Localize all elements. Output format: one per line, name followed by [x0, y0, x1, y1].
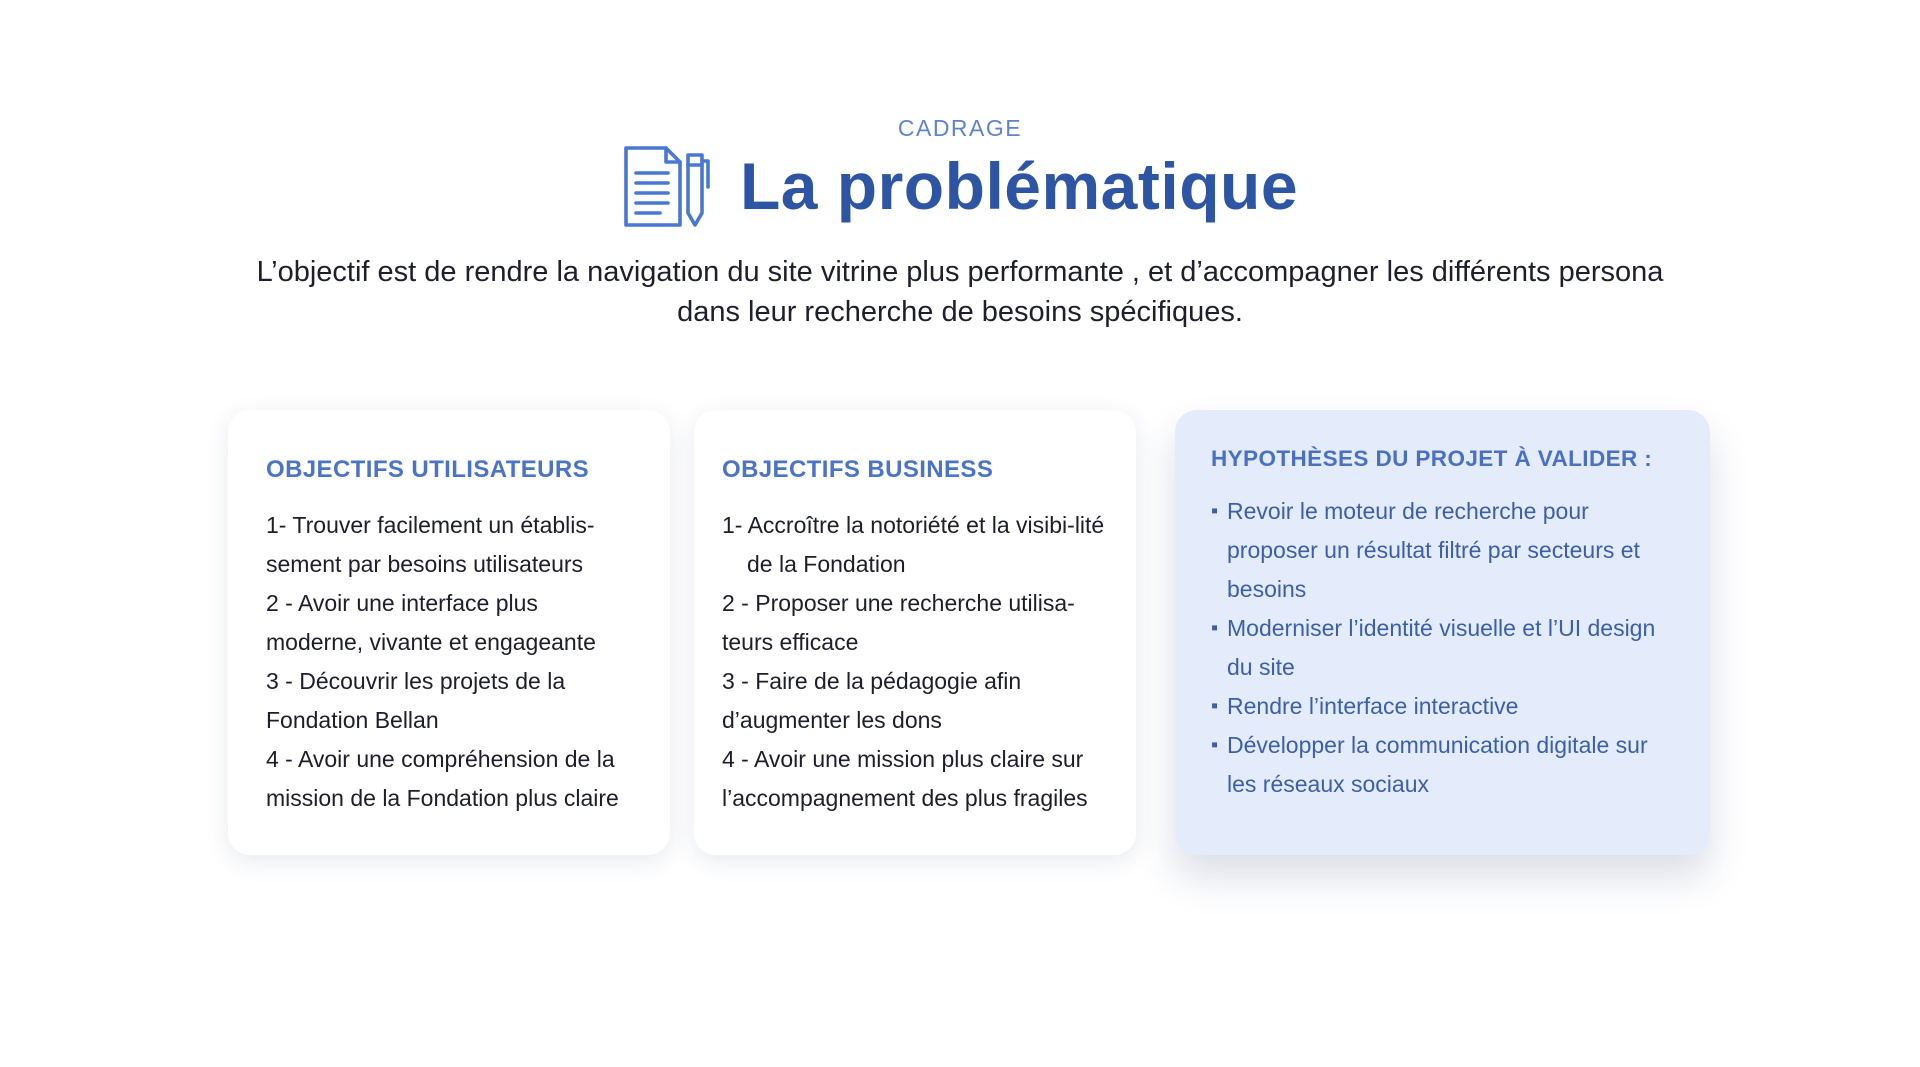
list-item: 2 - Proposer une recherche utilisa-teurs efficace: [722, 590, 1075, 655]
document-pen-icon: [622, 143, 712, 229]
list-item: [1211, 687, 1680, 726]
list-item: 2 - Avoir une interface plus moderne, vivante et engageante: [266, 590, 596, 655]
title-row: [0, 143, 1920, 229]
list-item: [1211, 492, 1680, 609]
bullet-icon: ▪: [1211, 734, 1219, 756]
list-item: [1211, 726, 1680, 804]
list-item: 3 - Faire de la pédagogie afin d’augmenter les dons: [722, 668, 1022, 733]
page-title: La problématique: [739, 149, 1299, 223]
list-item: 3 - Découvrir les projets de la Fondation Bellan: [266, 668, 566, 733]
hypothesis-list: [1211, 492, 1680, 804]
list-item: [1211, 609, 1680, 687]
objective-list: [722, 506, 1116, 818]
card-business-objectives: [694, 410, 1136, 855]
bullet-icon: ▪: [1211, 695, 1219, 717]
list-item-text: Rendre l’interface interactive: [1227, 693, 1519, 719]
list-item-text: Développer la communication digitale sur les réseaux sociaux: [1227, 732, 1648, 797]
card-title: OBJECTIFS BUSINESS: [722, 456, 994, 483]
bullet-icon: ▪: [1211, 500, 1219, 522]
bullet-icon: ▪: [1211, 617, 1219, 639]
list-item-text: Revoir le moteur de recherche pour proposer un résultat filtré par secteurs et besoins: [1227, 498, 1640, 602]
intro-text: L’objectif est de rendre la navigation du site vitrine plus performante , et d’accompagner les différents persona dans leur recherche de besoins spécifiques.: [256, 256, 1664, 328]
card-title: HYPOTHÈSES DU PROJET À VALIDER :: [1211, 446, 1653, 471]
list-item: 4 - Avoir une compréhension de la mission de la Fondation plus claire: [266, 746, 619, 811]
list-item: 1- Accroître la notoriété et la visibi-lité de la Fondation: [722, 512, 1105, 577]
card-hypotheses: [1175, 410, 1710, 855]
card-title: OBJECTIFS UTILISATEURS: [266, 456, 590, 483]
list-item: 1- Trouver facilement un établis-sement par besoins utilisateurs: [266, 512, 595, 577]
objective-list: [266, 506, 634, 818]
list-item-text: Moderniser l’identité visuelle et l’UI design du site: [1227, 615, 1656, 680]
list-item: 4 - Avoir une mission plus claire sur l’accompagnement des plus fragiles: [722, 746, 1088, 811]
section-eyebrow: CADRAGE: [897, 115, 1023, 141]
card-user-objectives: [228, 410, 670, 855]
